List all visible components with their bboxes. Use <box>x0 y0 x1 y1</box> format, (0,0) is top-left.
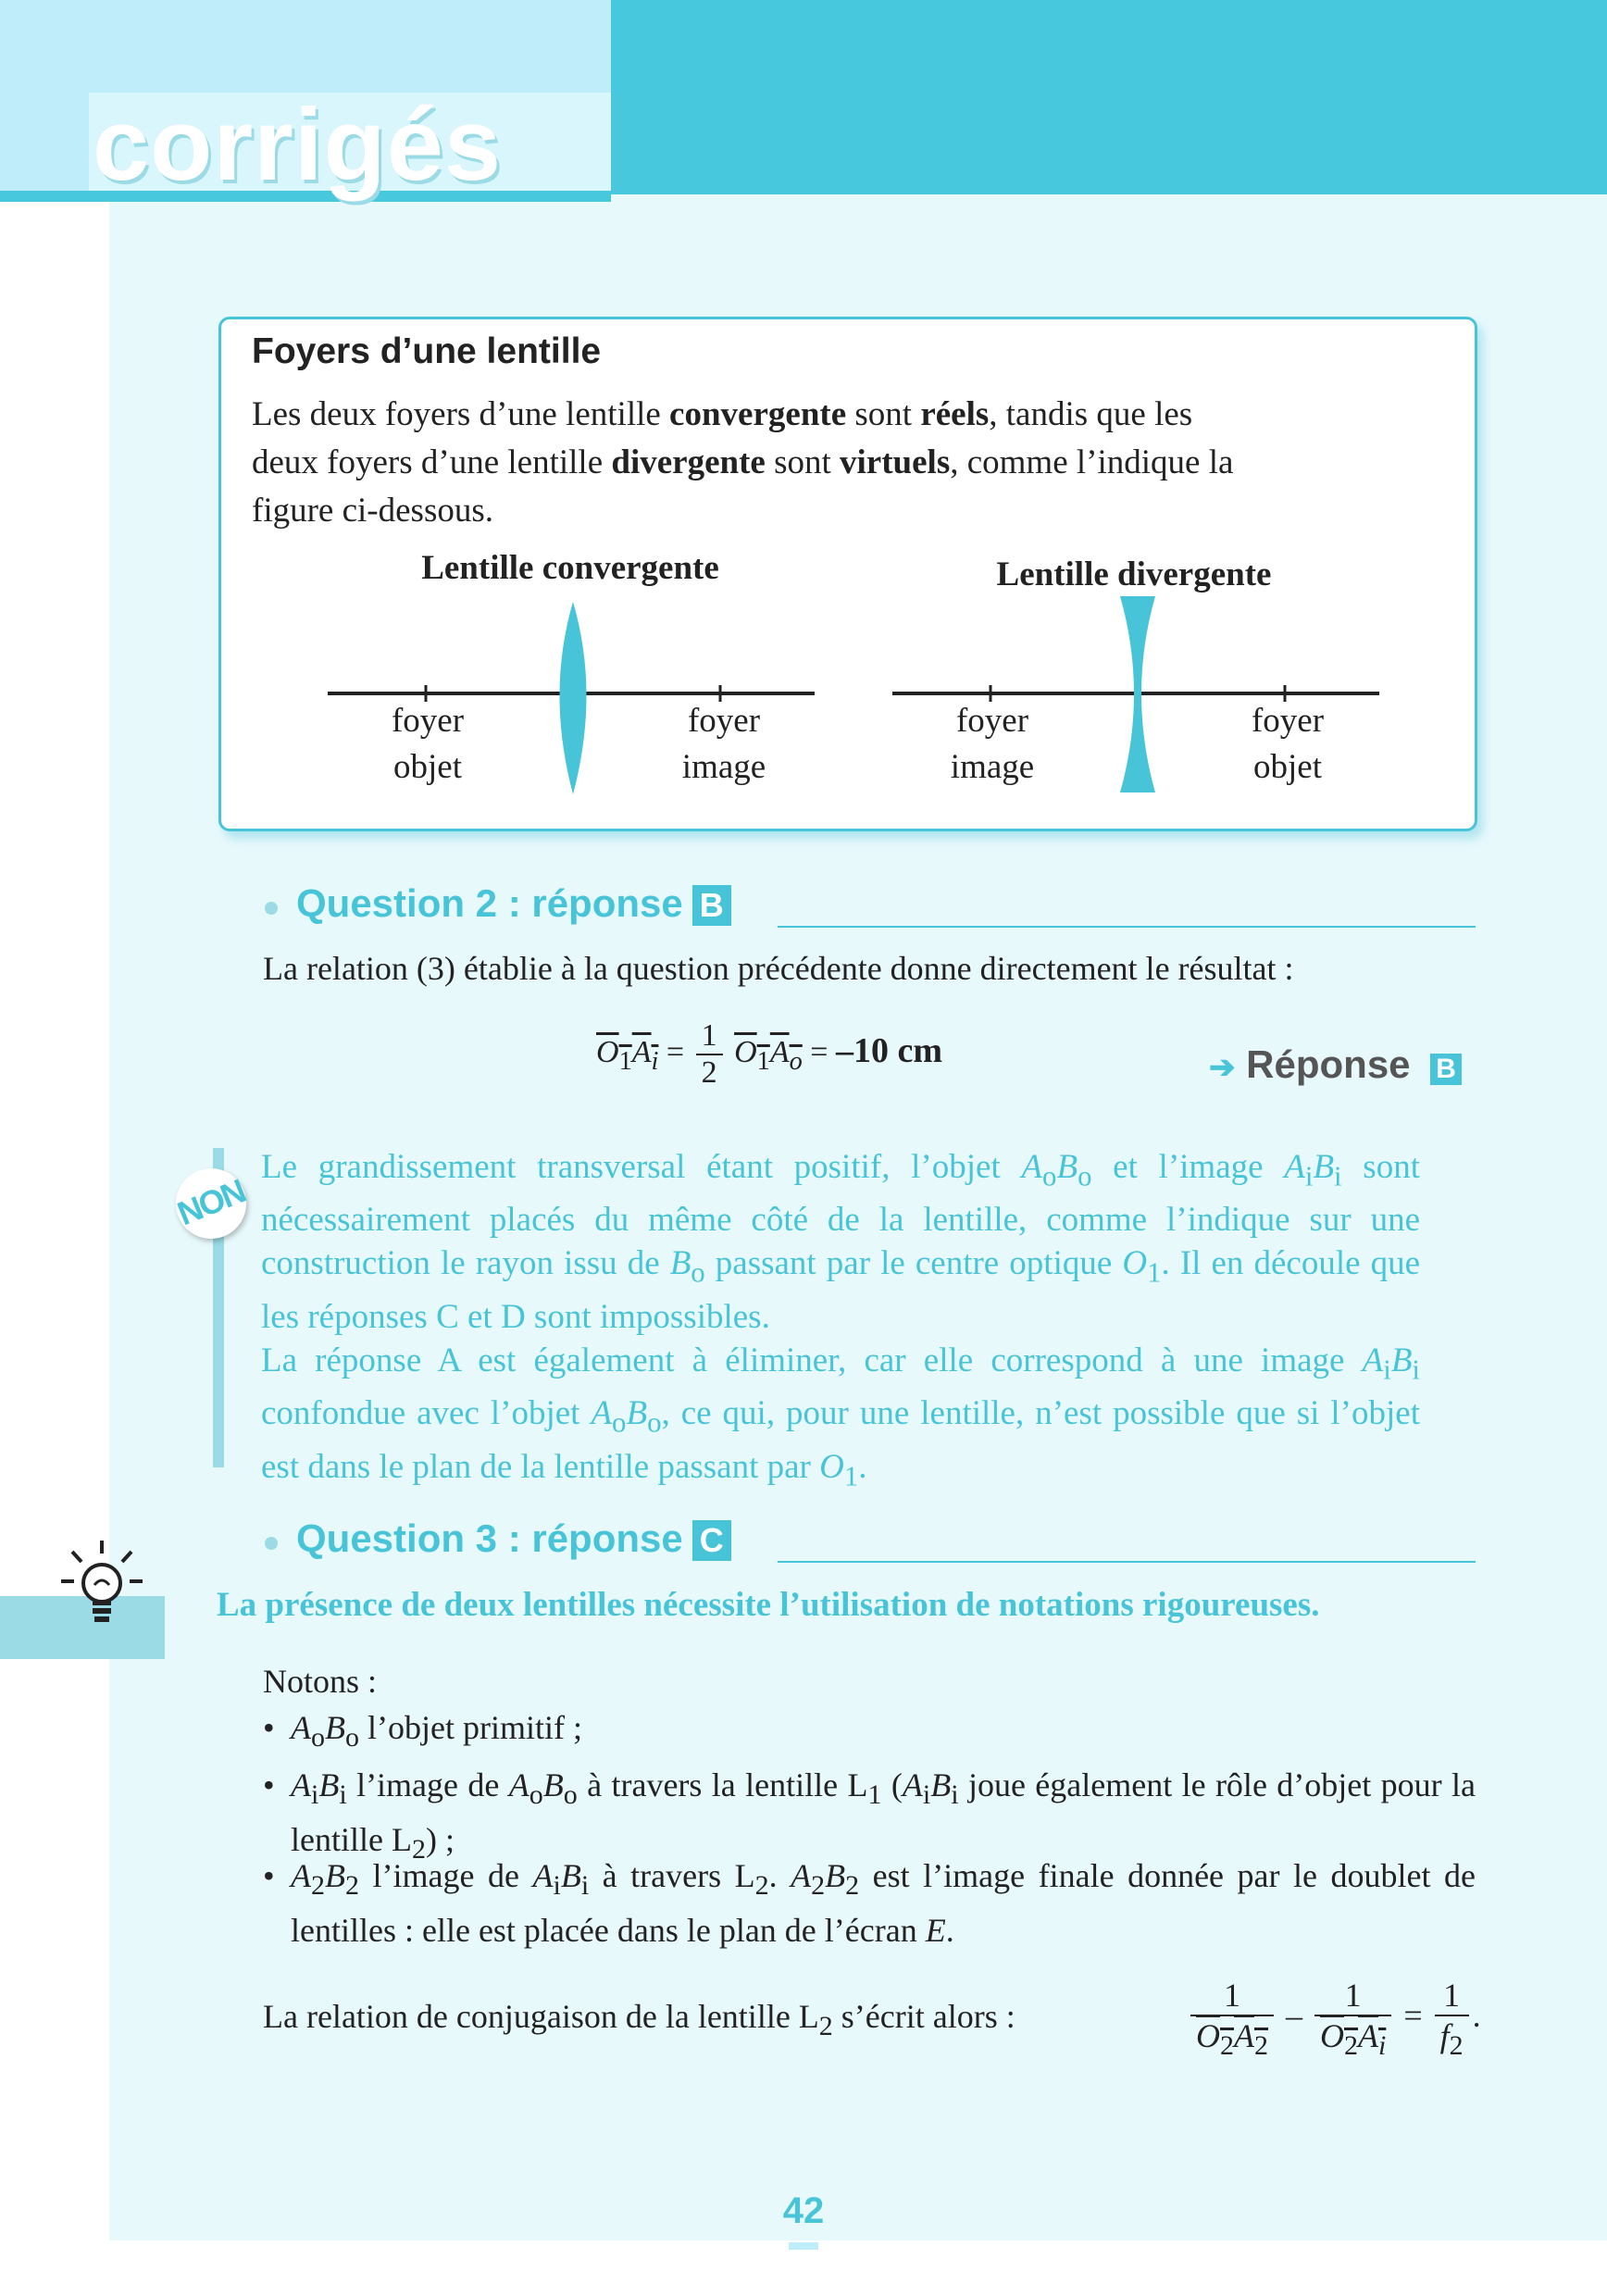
q3-bullet <box>265 1537 278 1550</box>
q2-heading <box>296 881 731 926</box>
q3-heading <box>296 1516 731 1561</box>
q3-list-item: • $A_oB_o$ l’objet primitif ; <box>263 1709 582 1753</box>
conv-right-1: foyer <box>687 702 761 740</box>
conv-left-1: foyer <box>391 702 465 740</box>
conv-title: Lentille convergente <box>421 549 719 587</box>
answer-letter: B <box>1430 1054 1462 1085</box>
q3-list-item: • $A_iB_i$ l’image de $A_oB_o$ à travers la lentille $L_1$ ($A_iB_i$ joue également le rôle d’objet pour la lentille $L_2$) ; <box>263 1766 1476 1866</box>
eq-result: –10 cm <box>835 1030 942 1070</box>
conj-dot: . <box>1472 1996 1481 2034</box>
eq-o1ai: $O_1A_i$ <box>596 1034 659 1076</box>
conv-right-2: image <box>681 748 766 786</box>
non-paragraph-1: Le grandissement transversal étant positif, l’objet $A_oB_o$ et l’image $A_iB_i$ sont nécessairement placés du même côté de la lentille, comme l’indique sur une construction le rayon issu de $B_o$ passant par le centre optique $O_1$. Il en découle que les réponses C et D sont impossibles. <box>261 1148 1421 1336</box>
conv-left-2: objet <box>393 748 462 786</box>
q3-rule <box>778 1561 1476 1563</box>
div-left-1: foyer <box>955 702 1029 740</box>
q3-notons: Notons : <box>263 1663 378 1700</box>
q3-heading-label: Question 3 : réponse <box>296 1516 683 1560</box>
conj-frac-1: $\frac{1}{O_2A_2}$ <box>1190 1976 1274 2062</box>
q3-conjugation-formula <box>1187 1976 1481 2062</box>
info-box-line: Les deux foyers d’une lentille convergente sont réels, tandis que les <box>252 395 1193 433</box>
q2-answer-letter: B <box>692 885 731 926</box>
header-title: corrigés <box>93 88 503 202</box>
conj-frac-2: $\frac{1}{O_2A_i}$ <box>1314 1976 1391 2062</box>
lens-figure <box>315 546 1407 805</box>
answer-label: Réponse <box>1246 1042 1411 1086</box>
conj-minus: – <box>1286 1996 1302 2034</box>
info-box-text <box>252 391 1446 535</box>
convergent-lens <box>560 602 587 794</box>
conj-equal: = <box>1403 1996 1423 2034</box>
info-box-title: Foyers d’une lentille <box>252 331 602 371</box>
eq-equal-1: = <box>666 1034 692 1069</box>
info-box-line: deux foyers d’une lentille divergente sont virtuels, comme l’indique la <box>252 443 1234 481</box>
q2-bullet <box>265 902 278 915</box>
q2-heading-label: Question 2 : réponse <box>296 881 683 925</box>
eq-equal-2: = <box>810 1034 836 1069</box>
non-badge-text: NON <box>171 1171 250 1233</box>
lightbulb-icon <box>56 1537 148 1639</box>
q2-equation <box>596 1018 942 1091</box>
q3-conjugation-text: La relation de conjugaison de la lentille $L_2$ s’écrit alors : <box>263 1998 1015 2042</box>
div-right-2: objet <box>1253 748 1322 786</box>
q3-answer-letter: C <box>692 1520 731 1561</box>
info-box-line: figure ci-dessous. <box>252 492 493 530</box>
eq-o1ao: $O_1A_o$ <box>734 1034 803 1076</box>
eq-half: $\frac{1}{2}$ <box>696 1018 723 1091</box>
header-band-dark <box>611 0 1607 194</box>
non-paragraph-2: La réponse A est également à éliminer, car elle correspond à une image $A_iB_i$ confondue avec l’objet $A_oB_o$, ce qui, pour une lentille, n’est possible que si l’objet est dans le plan de la lentille passant par $O_1$. <box>261 1341 1420 1492</box>
div-left-2: image <box>950 748 1035 786</box>
div-title: Lentille divergente <box>996 555 1272 593</box>
page-number-mark <box>789 2242 818 2250</box>
q3-tip-text: La présence de deux lentilles nécessite l’utilisation de notations rigoureuses. <box>217 1586 1320 1624</box>
div-right-1: foyer <box>1251 702 1325 740</box>
q2-final-answer <box>1209 1042 1462 1087</box>
q2-rule <box>778 926 1476 928</box>
arrow-icon: ➔ <box>1209 1050 1236 1085</box>
conj-frac-3: $\frac{1}{f_2}$ <box>1435 1976 1469 2062</box>
page-number: 42 <box>782 2190 825 2231</box>
q2-text: La relation (3) établie à la question précédente donne directement le résultat : <box>263 950 1294 987</box>
q3-list-item: • $A_2B_2$ l’image de $A_iB_i$ à travers $L_2$. $A_2B_2$ est l’image finale donnée par le doublet de lentilles : elle est placée dans le plan de l’écran E. <box>263 1857 1476 1950</box>
